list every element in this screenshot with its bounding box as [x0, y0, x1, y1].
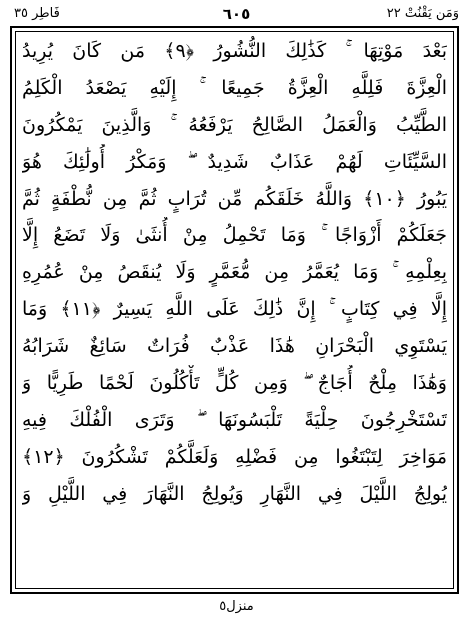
text-line: جَعَلَكُمْ أَزْوَاجًا ۚ وَمَا تَحْمِلُ مِنْ أُنثَىٰ وَلَا تَضَعُ إِلَّا: [22, 224, 447, 247]
text-line: الطَّيِّبُ وَالْعَمَلُ الصَّالِحُ يَرْفَعُهُ ۚ وَالَّذِينَ يَمْكُرُونَ: [22, 113, 447, 136]
para-marker: وَمَن يَقْنُتْ ٢٢: [386, 6, 459, 21]
text-line: تَسْتَخْرِجُونَ حِلْيَةً تَلْبَسُونَهَا ۖ وَتَرَى الْفُلْكَ فِيهِ: [22, 408, 447, 431]
text-line: الْعِزَّةَ فَلِلَّهِ الْعِزَّةُ جَمِيعًا ۚ إِلَيْهِ يَصْعَدُ الْكَلِمُ: [22, 76, 447, 99]
text-line: يَبُورُ ﴿١٠﴾ وَاللَّهُ خَلَقَكُم مِّن تُرَابٍ ثُمَّ مِن نُّطْفَةٍ ثُمَّ: [22, 187, 447, 210]
text-line: بَعْدَ مَوْتِهَا ۚ كَذَٰلِكَ النُّشُورُ ﴿٩﴾ مَن كَانَ يُرِيدُ: [22, 40, 447, 62]
quran-text-block: [22, 33, 447, 587]
text-line: يَسْتَوِي الْبَحْرَانِ هَٰذَا عَذْبٌ فُرَاتٌ سَائِغٌ شَرَابُهُ: [22, 335, 447, 358]
text-line: بِعِلْمِهِ ۚ وَمَا يُعَمَّرُ مِن مُّعَمَّرٍ وَلَا يُنقَصُ مِنْ عُمُرِهِ: [22, 261, 447, 284]
text-line: السَّيِّئَاتِ لَهُمْ عَذَابٌ شَدِيدٌ ۖ وَمَكْرُ أُولَٰئِكَ هُوَ: [22, 150, 447, 173]
page-header: [14, 4, 459, 24]
surah-marker: فَاطِر ٣٥: [14, 6, 60, 21]
text-line: مَوَاخِرَ لِتَبْتَغُوا مِن فَضْلِهِ وَلَعَلَّكُمْ تَشْكُرُونَ ﴿١٢﴾: [22, 445, 447, 468]
text-line: وَهَٰذَا مِلْحٌ أُجَاجٌ ۖ وَمِن كُلٍّ تَأْكُلُونَ لَحْمًا طَرِيًّا وَ: [22, 372, 447, 395]
text-line: يُولِجُ اللَّيْلَ فِي النَّهَارِ وَيُولِجُ النَّهَارَ فِي اللَّيْلِ وَ: [22, 482, 447, 505]
manzil-marker: منزل٥: [219, 599, 254, 614]
page-number: ٦٠٥: [222, 5, 251, 23]
text-line: إِلَّا فِي كِتَابٍ ۚ إِنَّ ذَٰلِكَ عَلَى اللَّهِ يَسِيرٌ ﴿١١﴾ وَمَا: [22, 298, 447, 321]
